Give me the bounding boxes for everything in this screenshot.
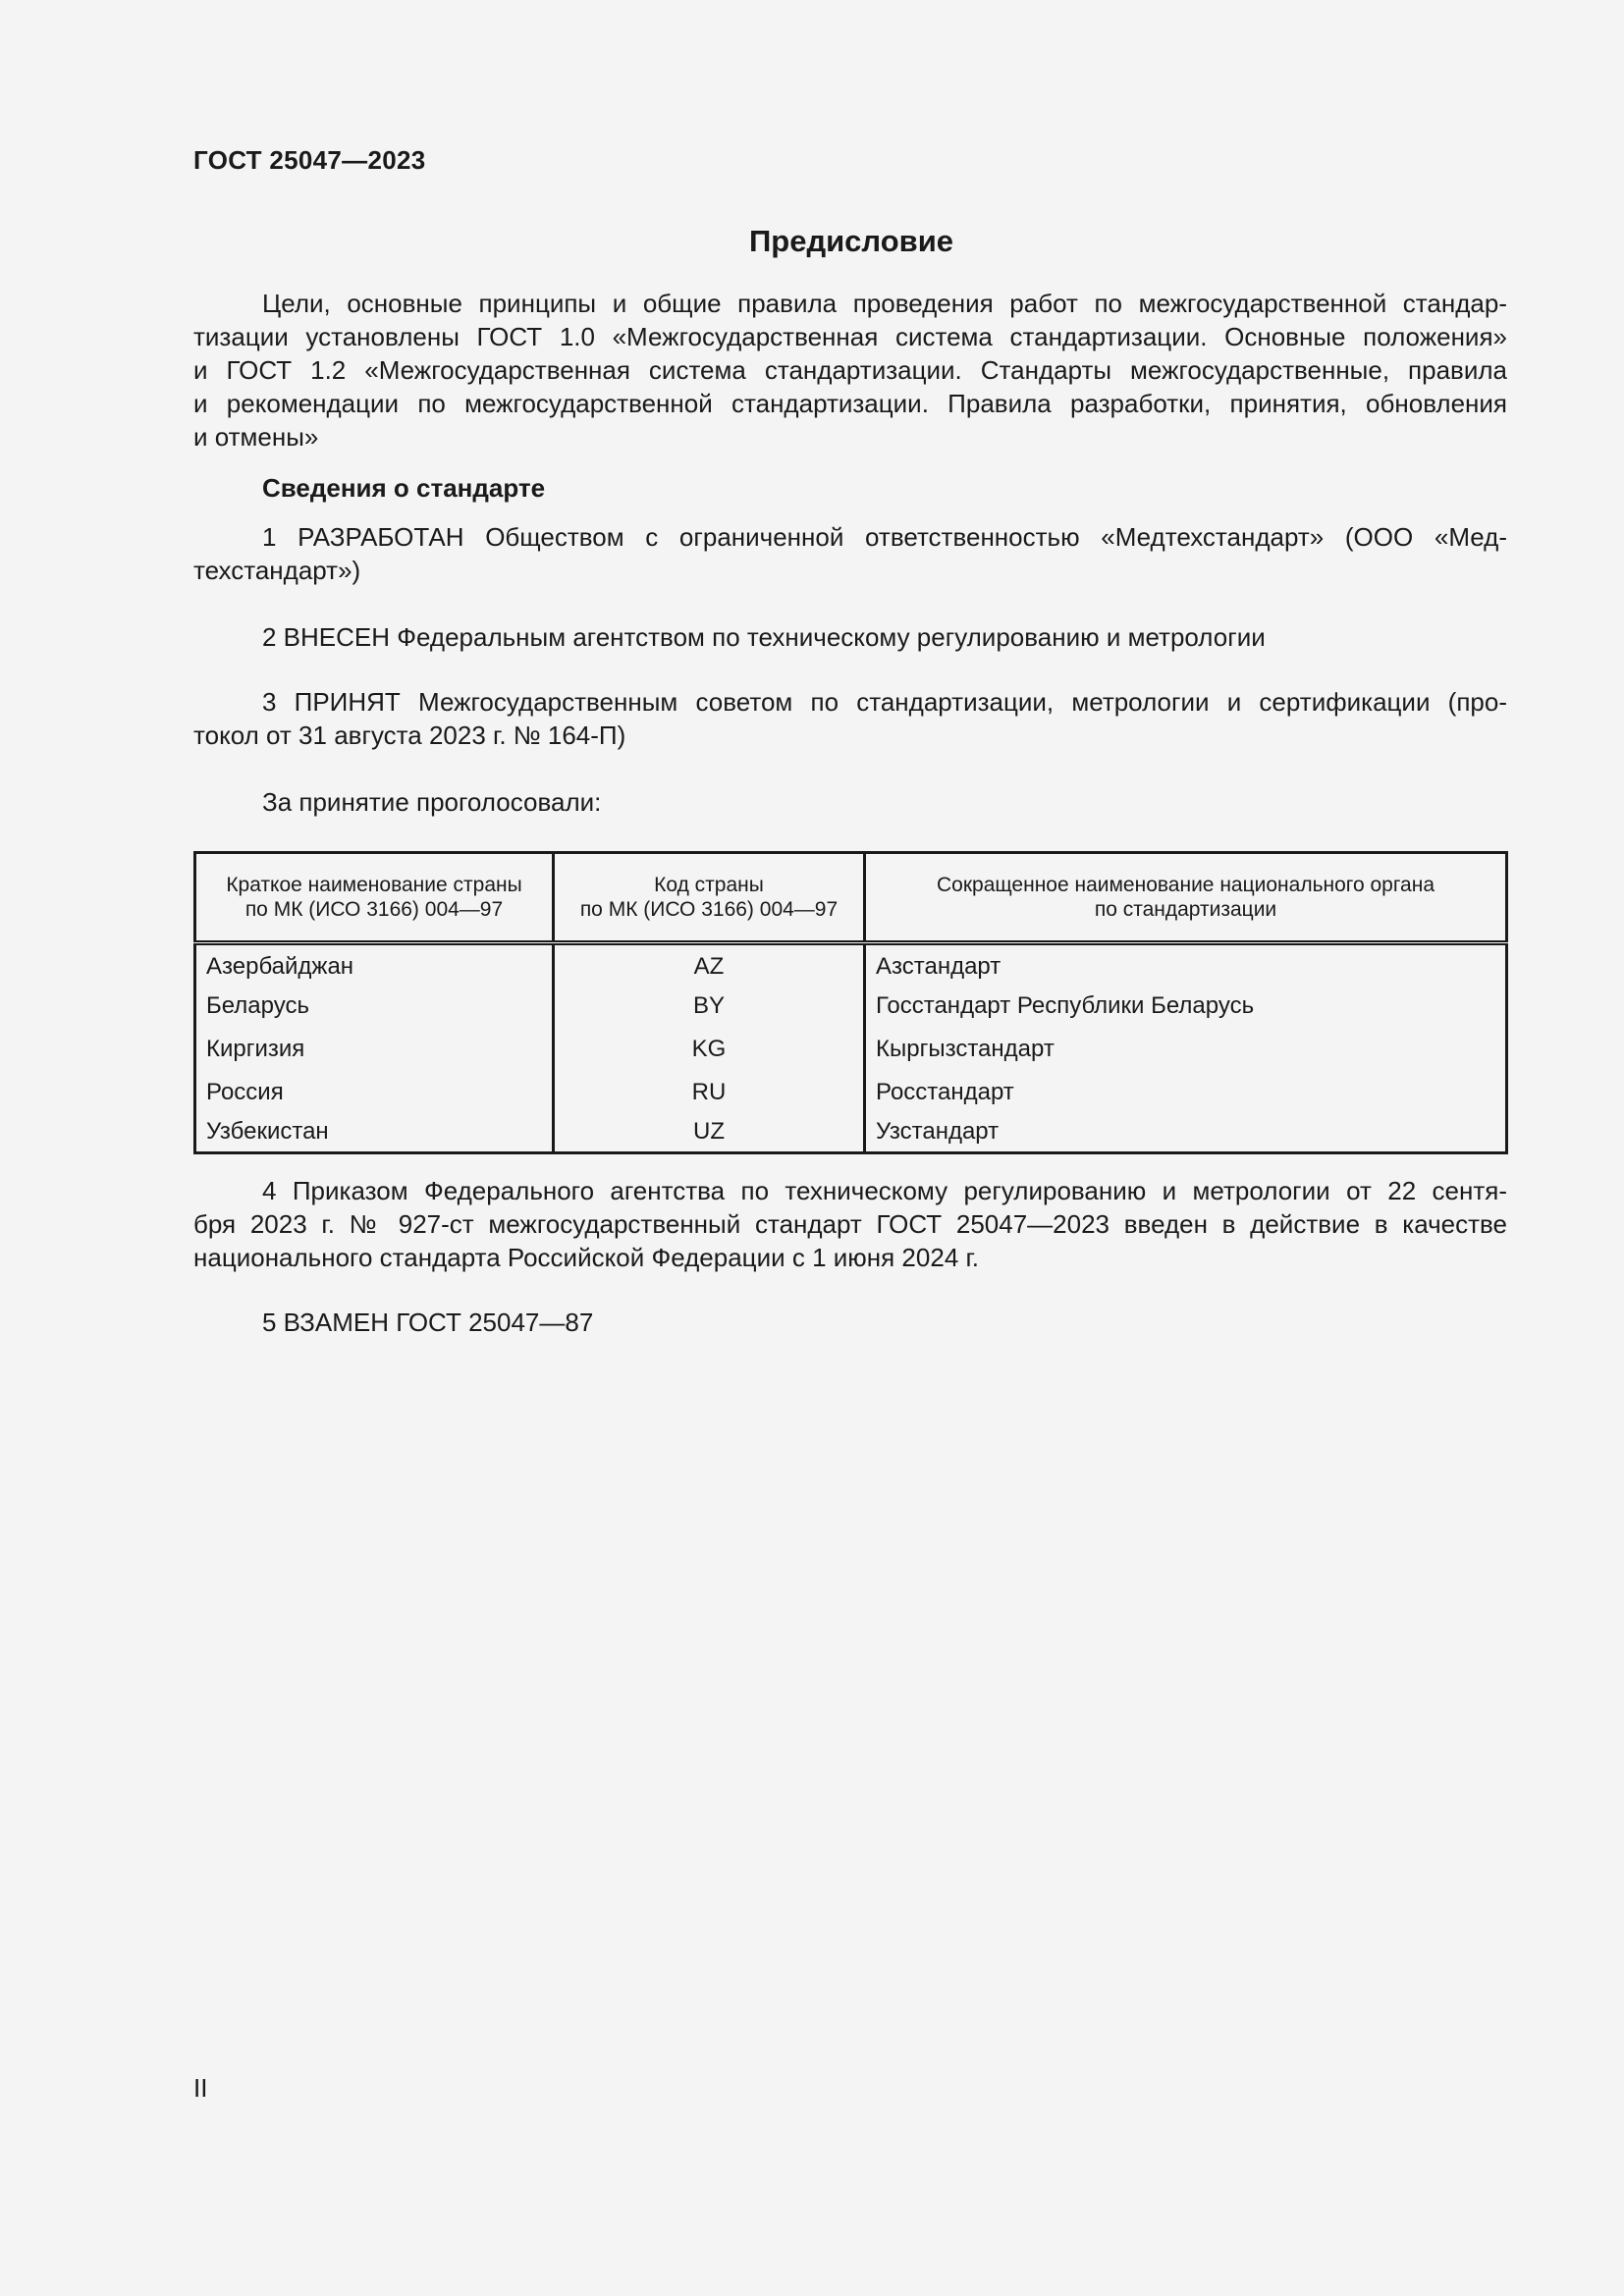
body-cell: Узстандарт xyxy=(876,1118,1000,1145)
column-header-body xyxy=(865,853,1507,943)
code-cell: UZ xyxy=(554,1112,865,1153)
code-cell: AZ xyxy=(554,943,865,988)
country-cell: Узбекистан xyxy=(195,1112,554,1153)
column-header-code xyxy=(554,853,865,943)
column-header-line: по МК (ИСО 3166) 004—97 xyxy=(244,898,504,921)
voted-label: За принятие проголосовали: xyxy=(262,787,602,817)
intro-line: и рекомендации по межгосударственной стандартизации. Правила разработки, принятия, обновления xyxy=(193,389,1507,418)
table-header-row xyxy=(195,853,1507,943)
table-row xyxy=(195,1073,1507,1112)
intro-line: тизации установлены ГОСТ 1.0 «Межгосударственная система стандартизации. Основные положения» xyxy=(193,322,1507,351)
item-3-line: токол от 31 августа 2023 г. № 164-П) xyxy=(193,721,626,750)
table-row xyxy=(195,1112,1507,1153)
item-1-line: 1 РАЗРАБОТАН Обществом с ограниченной ответственностью «Медтехстандарт» (ООО «Мед- xyxy=(262,522,1507,552)
intro-line: Цели, основные принципы и общие правила проведения работ по межгосударственной стандар- xyxy=(262,289,1507,318)
table-row xyxy=(195,943,1507,988)
item-2-paragraph: 2 ВНЕСЕН Федеральным агентством по техническому регулированию и метрологии xyxy=(262,622,1266,652)
column-header-line: по МК (ИСО 3166) 004—97 xyxy=(579,898,839,921)
item-4-line: 4 Приказом Федерального агентства по техническому регулированию и метрологии от 22 сентя- xyxy=(262,1176,1507,1205)
table-row xyxy=(195,1026,1507,1073)
code-cell: RU xyxy=(554,1073,865,1112)
column-header-line: Сокращенное наименование национального органа xyxy=(936,874,1435,896)
country-cell: Азербайджан xyxy=(195,943,554,988)
item-1-line: техстандарт») xyxy=(193,556,361,585)
item-5-paragraph: 5 ВЗАМЕН ГОСТ 25047—87 xyxy=(262,1308,594,1337)
body-cell: Госстандарт Республики Беларусь xyxy=(876,992,1255,1019)
body-cell: Росстандарт xyxy=(876,1079,1014,1105)
intro-line: и ГОСТ 1.2 «Межгосударственная система стандартизации. Стандарты межгосударственные, правила xyxy=(193,355,1507,385)
page-title: Предисловие xyxy=(748,224,953,258)
column-header-line: Краткое наименование страны xyxy=(226,874,522,896)
item-4-line: национального стандарта Российской Федерации с 1 июня 2024 г. xyxy=(193,1243,980,1272)
page-number: II xyxy=(193,2073,208,2103)
item-3-paragraph xyxy=(193,685,1507,752)
body-cell: Кыргызстандарт xyxy=(876,1036,1055,1062)
item-4-line: бря 2023 г. № 927-ст межгосударственный стандарт ГОСТ 25047—2023 введен в действие в качестве xyxy=(193,1209,1507,1239)
document-code: ГОСТ 25047—2023 xyxy=(193,145,426,175)
code-cell: BY xyxy=(554,987,865,1026)
item-3-line: 3 ПРИНЯТ Межгосударственным советом по стандартизации, метрологии и сертификации (про- xyxy=(262,687,1507,717)
item-4-paragraph xyxy=(193,1174,1507,1274)
country-cell: Киргизия xyxy=(195,1026,554,1073)
column-header-line: Код страны xyxy=(654,874,764,896)
item-1-paragraph xyxy=(193,520,1507,587)
country-cell: Россия xyxy=(195,1073,554,1112)
country-cell: Беларусь xyxy=(195,987,554,1026)
code-cell: KG xyxy=(554,1026,865,1073)
column-header-country xyxy=(195,853,554,943)
intro-paragraph xyxy=(193,287,1507,454)
voting-countries-table xyxy=(193,851,1508,1154)
column-header-line: по стандартизации xyxy=(1094,898,1277,921)
body-cell: Азстандарт xyxy=(876,953,1001,980)
section-heading: Сведения о стандарте xyxy=(262,473,546,503)
table-row xyxy=(195,987,1507,1026)
intro-line: и отмены» xyxy=(193,422,319,452)
